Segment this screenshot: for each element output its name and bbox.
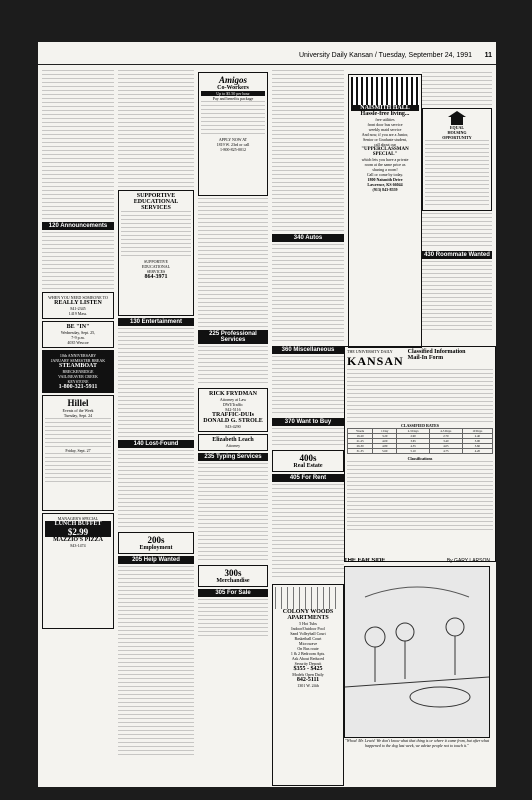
rates-heading: CLASSIFIED RATES: [400, 423, 440, 428]
text-block: [422, 261, 492, 331]
text-block: [118, 70, 194, 188]
kansan-top-line: THE UNIVERSITY DAILY: [347, 349, 393, 354]
professional-services-heading: 225 Professional Services: [198, 330, 268, 344]
miscellaneous-heading: 360 Miscellaneous: [272, 346, 344, 354]
help-wanted-heading: 205 Help Wanted: [118, 556, 194, 564]
text-block: [422, 72, 492, 106]
naismith-building-illustration: [351, 77, 419, 105]
text-block: [198, 198, 268, 328]
elizabeth-leach-ad: Elizabeth Leach Attorney: [198, 434, 268, 451]
far-side-cartoon: [344, 558, 490, 780]
far-side-byline: By GARY LARSON: [446, 558, 490, 564]
real-estate-heading: 400s Real Estate: [272, 450, 344, 472]
far-side-caption: "Whoa! Mr. Lewis! We don't know what that thing is or where it came from, but after what happened to the dog last week, we advise people not to touch it.": [344, 738, 490, 748]
typing-services-heading: 235 Typing Services: [198, 453, 268, 461]
text-block: [42, 232, 114, 290]
roommate-wanted-heading: 430 Roommate Wanted: [422, 251, 492, 259]
merchandise-heading: 300s Merchandise: [198, 565, 268, 587]
table-row: 31-35 5.60 5.10 4.75 4.20: [348, 449, 493, 454]
want-to-buy-heading: 370 Want to Buy: [272, 418, 344, 426]
form-text: [347, 369, 493, 423]
text-block: [272, 356, 344, 416]
newspaper-page: [38, 42, 496, 787]
column-1: [42, 70, 114, 787]
for-sale-heading: 305 For Sale: [198, 589, 268, 597]
announcements-heading: 120 Announcements: [42, 222, 114, 230]
kansan-subtitle: Classified Information: [407, 349, 466, 355]
table-row: 16-20 3.20 2.90 2.70 2.40: [348, 434, 493, 439]
cartoon-illustration: [344, 566, 490, 738]
naismith-hall-ad: NAISMITH HALL Hassle-free living... free utilities front door bus service weekly maid service And now, if you are a Junior, Senior or Graduate student, call about our "UPPERCLASSMAN SPECIAL" which lets you have a private room at the same price as sharing a room! Call or come by today. 1800 Naismith Drive Lawrence, KS 66044 (913) 843-8559: [348, 74, 422, 348]
equal-housing-ad: EQUAL HOUSING OPPORTUNITY: [422, 108, 492, 211]
text-block: [42, 70, 114, 220]
kansan-logo: KANSAN: [347, 354, 404, 368]
text-block: [272, 70, 344, 232]
table-row: 26-30 4.80 4.35 4.05 3.60: [348, 444, 493, 449]
page-header-title: University Daily Kansan / Tuesday, September 24, 1991: [298, 52, 472, 59]
be-in-ad: BE "IN" Wednesday, Sept. 25, 7-9 p.m. 4035 Wescoe: [42, 321, 114, 348]
column-4: [272, 70, 344, 580]
text-block: [118, 450, 194, 530]
supportive-services-ad: SUPPORTIVE EDUCATIONAL SERVICES SUPPORTIVE EDUCATIONAL SERVICES 864-3971: [118, 190, 194, 316]
for-rent-heading: 405 For Rent: [272, 474, 344, 482]
classifications-heading: Classifications: [407, 456, 433, 461]
table-row: 21-25 4.00 3.65 3.40 3.00: [348, 439, 493, 444]
text-block: [198, 346, 268, 386]
amigos-ad: Amigos Co-Workers Up to $5.50 per hour Pay and benefits package APPLY NOW AT 1819 W. 23rd or call 1-800-825-0012: [198, 72, 268, 196]
rates-table: [347, 428, 493, 454]
hillel-ad: Hillel Events of the Week Tuesday, Sept. 24 Friday, Sept. 27: [42, 395, 114, 511]
far-side-title: THE FAR SIDE: [344, 558, 386, 564]
cartoon-drawing: [345, 567, 489, 737]
rates-header-row: Words 1 Day 2-3 Days 4-5 Days 10 Days: [348, 429, 493, 434]
text-block: [272, 244, 344, 344]
kansan-mail-in-form: [344, 346, 496, 562]
text-block: [272, 484, 344, 580]
text-block: [118, 566, 194, 756]
colony-woods-ad: COLONY WOODS APARTMENTS 5 Hot Tubs Indoor/Outdoor Pool Sand Volleyball Court Basketball Court Microwave On Bus route 1 & 2 Bedroom Apts. Ask About Reduced Security Deposit $355 - $425 Models Open Daily 842-5111 1301 W. 24th: [272, 584, 344, 786]
steamboat-ad: 10th ANNIVERSARY JANUARY SEMESTER BREAK STEAMBOAT BRECKENRIDGE VAIL/BEAVER CREEK KEYSTONE 1-800-321-5911: [42, 350, 114, 393]
form-fields: [347, 461, 493, 531]
column-6: [422, 72, 492, 340]
autos-heading: 340 Autos: [272, 234, 344, 242]
text-block: [118, 328, 194, 438]
tree-illustration: [275, 587, 341, 609]
employment-heading: 200s Employment: [118, 532, 194, 554]
page-header: [38, 52, 496, 65]
column-2: [118, 70, 194, 787]
house-icon: [448, 111, 466, 125]
pizza-ad: MANAGER'S SPECIAL LUNCH BUFFET $2.99 MAZZIO'S PIZZA 843-1474: [42, 513, 114, 629]
rely-ad: WHEN YOU NEED SOMEONE TO REALLY LISTEN 841-2345 1419 Mass.: [42, 292, 114, 319]
kansan-subtitle-2: Mail-In Form: [407, 355, 444, 361]
attorney-ad: RICK FRYDMAN Attorney at Law DWI/Traffic 842-5116 TRAFFIC-DUIs DONALD G. STROLE 843-4290: [198, 388, 268, 432]
text-block: [198, 599, 268, 639]
page-number: 11: [484, 52, 492, 59]
text-block: [272, 428, 344, 448]
lost-found-heading: 140 Lost-Found: [118, 440, 194, 448]
entertainment-heading: 130 Entertainment: [118, 318, 194, 326]
text-block: [422, 213, 492, 249]
text-block: [198, 463, 268, 563]
column-3: [198, 70, 268, 787]
